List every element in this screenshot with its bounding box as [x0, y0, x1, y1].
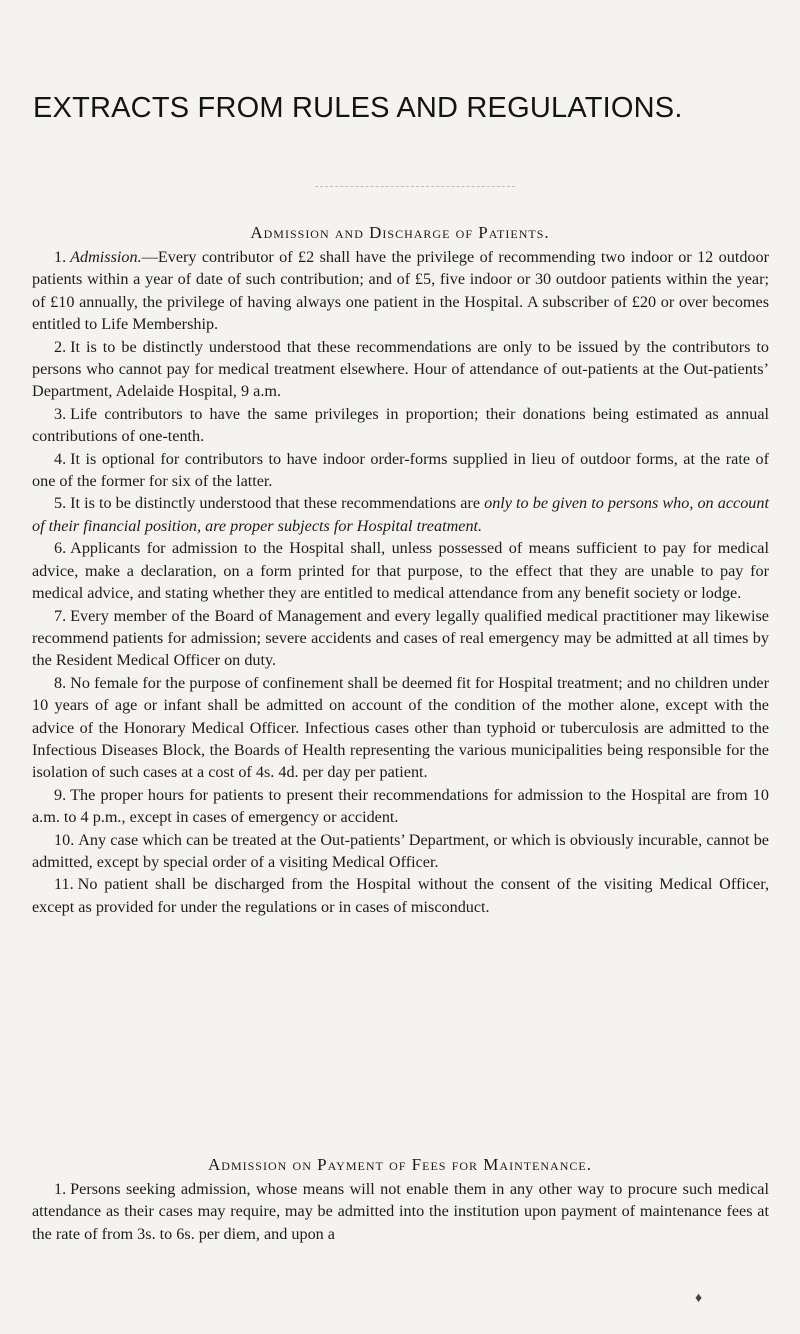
rule-3-paragraph [32, 403, 769, 448]
rule-text: Applicants for admission to the Hospital shall, unless possessed of means sufficient to pay for medical advice, make a declaration, on a form printed for that purpose, to the effect that they are unable to pay for medical advice, and stating whether they are entitled to medical attendance from any benefit society or lodge. [32, 539, 769, 603]
rule-text-emphasis: only to be given to persons who, on account of their financial position, are proper subjects for Hospital treatment. [32, 494, 769, 535]
rule-number: 8. [54, 673, 67, 692]
rule-number: 7. [54, 606, 67, 625]
rule-number: 4. [54, 449, 67, 468]
rule-text: Every member of the Board of Management and every legally qualified medical practitioner may likewise recommend patients for admission; severe accidents and cases of real emergency may be admitted at all times by the Resident Medical Officer on duty. [32, 606, 769, 670]
rule-number: 6. [54, 539, 67, 558]
rule-1-paragraph [32, 246, 769, 336]
section-heading-admission-discharge: Admission and Discharge of Patients. [250, 223, 550, 242]
rule-text: Any case which can be treated at the Out-patients’ Department, or which is obviously incurable, cannot be admitted, except by special order of a visiting Medical Officer. [32, 830, 769, 871]
rule-number: 3. [54, 404, 67, 423]
page-title: EXTRACTS FROM RULES AND REGULATIONS. [33, 92, 683, 124]
rule-9-paragraph [32, 784, 769, 829]
rule-7-paragraph [32, 605, 769, 672]
rule-text: It is to be distinctly understood that these recommendations are [70, 494, 485, 513]
rule-number: 11. [54, 875, 74, 894]
rule-4-paragraph [32, 448, 769, 493]
rule-number: 10. [54, 830, 75, 849]
rule-text: It is to be distinctly understood that these recommendations are only to be issued by the contributors to persons who cannot pay for medical treatment elsewhere. Hour of attendance of out-patients at the Out-patients’ Department, Adelaide Hospital, 9 a.m. [32, 337, 769, 401]
rule-5-paragraph [32, 492, 769, 537]
rule-text: The proper hours for patients to present their recommendations for admission to the Hospital are from 10 a.m. to 4 p.m., except in cases of emergency or accident. [32, 785, 769, 827]
rule-title: Admission. [70, 248, 142, 266]
rule-text: It is optional for contributors to have indoor order-forms supplied in lieu of outdoor forms, at the rate of one of the former for six of the latter. [32, 449, 769, 491]
section-body-admission-fees [32, 1178, 769, 1245]
rule-text: —Every contributor of £2 shall have the privilege of recommending two indoor or 12 outdoor patients within a year of date of such contribution; and of £5, five indoor or 30 outdoor patients within the year; of £10 annually, the privilege of having always one patient in the Hospital. A subscriber of £20 or over becomes entitled to Life Membership. [32, 248, 769, 334]
section-body-admission-discharge [32, 246, 769, 918]
rule-2-paragraph [32, 336, 769, 403]
rule-number: 1. [54, 248, 67, 266]
rule-number: 2. [54, 337, 67, 356]
rule-11-paragraph [32, 873, 769, 918]
rule-10-paragraph [32, 829, 769, 874]
rule-number: 5. [54, 494, 67, 513]
rule-8-paragraph [32, 672, 769, 784]
fee-rule-1-paragraph [32, 1178, 769, 1245]
section-heading-admission-fees: Admission on Payment of Fees for Maintenance. [208, 1155, 592, 1174]
rule-text: Life contributors to have the same privileges in proportion; their donations being estimated as annual contributions of one-tenth. [32, 404, 769, 446]
rule-6-paragraph [32, 537, 769, 604]
rule-number: 1. [54, 1180, 67, 1198]
title-divider [315, 186, 515, 187]
rule-text: No patient shall be discharged from the Hospital without the consent of the visiting Medical Officer, except as provided for under the regulations or in cases of misconduct. [32, 875, 769, 916]
rule-text: Persons seeking admission, whose means will not enable them in any other way to procure such medical attendance as their cases may require, may be admitted into the institution upon payment of maintenance fees at the rate of from 3s. to 6s. per diem, and upon a [32, 1180, 769, 1243]
page-mark-icon: ♦ [695, 1291, 703, 1306]
rule-number: 9. [54, 785, 67, 804]
rule-text: No female for the purpose of confinement shall be deemed fit for Hospital treatment; and no children under 10 years of age or infant shall be admitted on account of the condition of the mother alone, except with the advice of the Honorary Medical Officer. Infectious cases other than typhoid or tuberculosis are admitted to the Infectious Diseases Block, the Boards of Health representing the various municipalities being responsible for the isolation of such cases at a cost of 4s. 4d. per day per patient. [32, 673, 769, 782]
